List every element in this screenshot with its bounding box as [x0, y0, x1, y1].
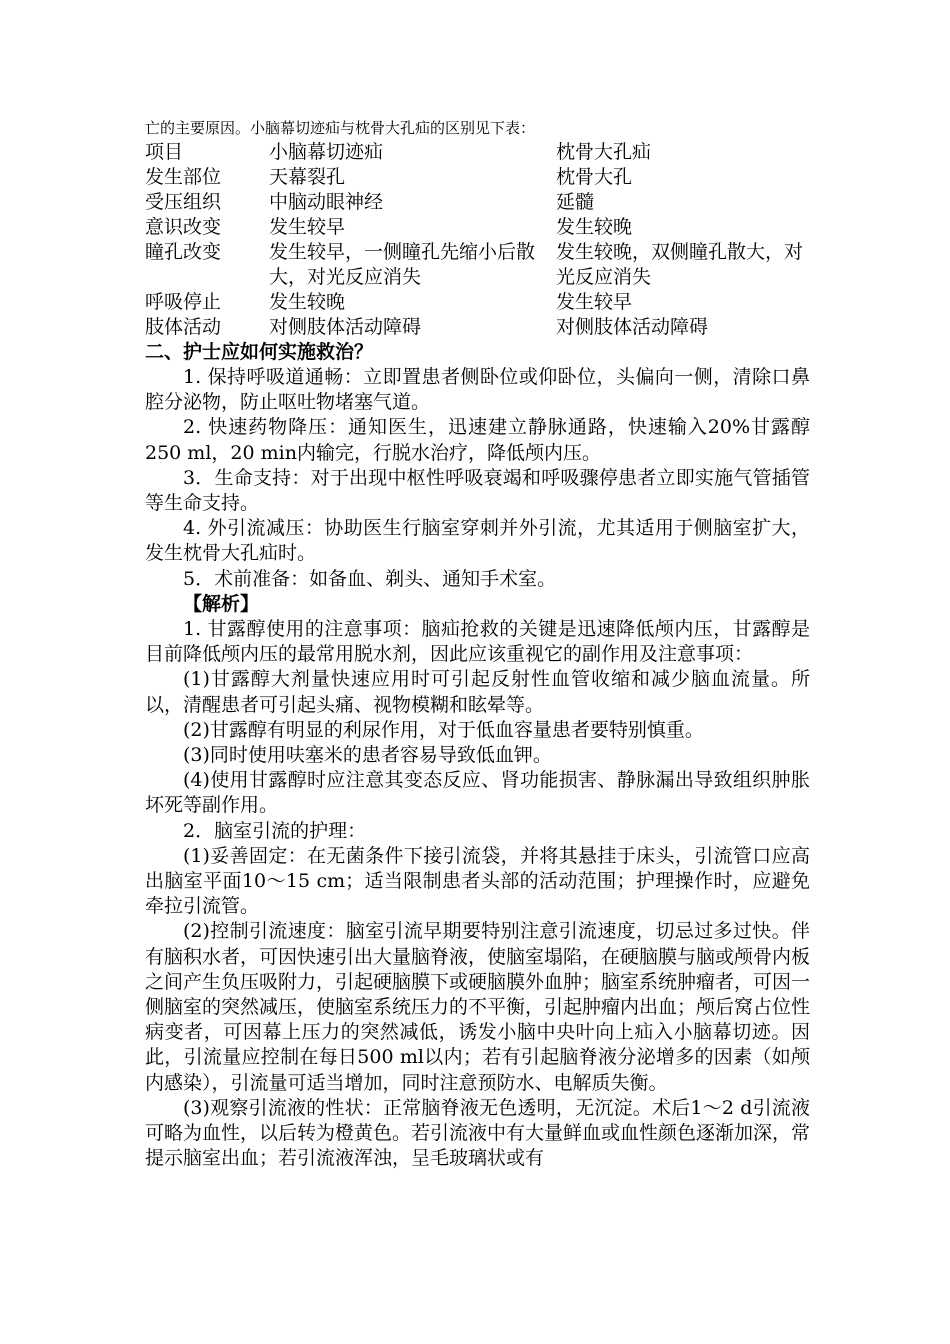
table-cell: 瞳孔改变 — [145, 241, 222, 263]
table-cell: 中脑动眼神经 — [269, 191, 384, 213]
step-paragraph: 5．术前准备：如备血、剃头、通知手术室。 — [183, 567, 557, 590]
step-paragraph: 1. 保持呼吸道通畅：立即置患者侧卧位或仰卧位，头偏向一侧，清除口鼻腔分泌物，防止呕吐物堵塞气道。 — [145, 366, 810, 414]
table-cell: 对侧肢体活动障碍 — [269, 316, 422, 338]
step-paragraph: 2. 快速药物降压：通知医生，迅速建立静脉通路，快速输入20%甘露醇250 ml，20 min内输完，行脱水治疗，降低颅内压。 — [145, 416, 810, 464]
intro-text: 亡的主要原因。小脑幕切迹疝与枕骨大孔疝的区别见下表： — [145, 119, 536, 137]
table-row — [145, 215, 810, 240]
analysis-paragraph: (3)同时使用呋塞米的患者容易导致低血钾。 — [183, 744, 552, 767]
table-cell: 项目 — [145, 141, 184, 163]
document-page — [145, 118, 810, 1172]
table-cell: 发生较晚 — [556, 216, 633, 238]
table-cell: 发生较晚，双侧瞳孔散大，对光反应消失 — [556, 241, 804, 288]
table-cell: 枕骨大孔 — [556, 166, 633, 188]
section-title: 二、护士应如何实施救治？ — [145, 341, 374, 363]
analysis-paragraph: (2)控制引流速度：脑室引流早期要特别注意引流速度，切忌过多过快。伴有脑积水者，可因快速引出大量脑脊液，使脑室塌陷，在硬脑膜与脑或颅骨内板之间产生负压吸附力，引起硬脑膜下或硬脑膜外血肿；脑室系统肿瘤者，可因一侧脑室的突然减压，使脑室系统压力的不平衡，引起肿瘤内出血；颅后窝占位性病变者，可因幕上压力的突然减低，诱发小脑中央叶向上疝入小脑幕切迹。因此，引流量应控制在每日500 ml以内；若有引起脑脊液分泌增多的因素（如颅内感染），引流量可适当增加，同时注意预防水、电解质失衡。 — [145, 920, 811, 1094]
steps-list — [145, 365, 810, 592]
table-cell: 延髓 — [556, 191, 595, 213]
comparison-table — [145, 140, 810, 340]
table-cell: 受压组织 — [145, 191, 222, 213]
table-row — [145, 240, 810, 290]
table-cell: 对侧肢体活动障碍 — [556, 316, 709, 338]
table-cell: 发生较晚 — [269, 291, 346, 313]
analysis-paragraph: 2．脑室引流的护理： — [183, 819, 367, 842]
analysis-paragraph: (2)甘露醇有明显的利尿作用，对于低血容量患者要特别慎重。 — [183, 718, 704, 741]
step-paragraph: 3．生命支持：对于出现中枢性呼吸衰竭和呼吸骤停患者立即实施气管插管等生命支持。 — [145, 466, 810, 515]
table-cell: 呼吸停止 — [145, 291, 222, 313]
table-cell: 发生较早 — [556, 291, 633, 313]
table-cell: 发生部位 — [145, 166, 222, 188]
table-cell: 枕骨大孔疝 — [556, 141, 652, 163]
table-cell: 天幕裂孔 — [269, 166, 346, 188]
table-cell: 发生较早，一侧瞳孔先缩小后散大，对光反应消失 — [269, 241, 536, 288]
analysis-paragraph: (4)使用甘露醇时应注意其变态反应、肾功能损害、静脉漏出导致组织肿胀坏死等副作用。 — [145, 769, 810, 817]
table-row — [145, 315, 810, 340]
step-paragraph: 4. 外引流减压：协助医生行脑室穿刺并外引流，尤其适用于侧脑室扩大，发生枕骨大孔疝时。 — [145, 517, 810, 565]
analysis-list — [145, 617, 810, 1171]
table-cell: 小脑幕切迹疝 — [269, 141, 384, 163]
table-row — [145, 290, 810, 315]
analysis-paragraph: 1. 甘露醇使用的注意事项：脑疝抢救的关键是迅速降低颅内压，甘露醇是目前降低颅内压的最常用脱水剂，因此应该重视它的副作用及注意事项： — [145, 618, 810, 666]
analysis-paragraph: (1)甘露醇大剂量快速应用时可引起反射性血管收缩和减少脑血流量。所以，清醒患者可引起头痛、视物模糊和眩晕等。 — [145, 668, 810, 716]
table-cell: 肢体活动 — [145, 316, 222, 338]
table-cell: 发生较早 — [269, 216, 346, 238]
table-row — [145, 190, 810, 215]
analysis-title: 【解析】 — [183, 592, 260, 615]
analysis-paragraph: (3)观察引流液的性状：正常脑脊液无色透明，无沉淀。术后1～2 d引流液可略为血性，以后转为橙黄色。若引流液中有大量鲜血或血性颜色逐渐加深，常提示脑室出血；若引流液浑浊，呈毛玻璃状或有 — [145, 1096, 811, 1170]
table-cell: 意识改变 — [145, 216, 222, 238]
table-row — [145, 140, 810, 165]
table-row — [145, 165, 810, 190]
analysis-paragraph: (1)妥善固定：在无菌条件下接引流袋，并将其悬挂于床头，引流管口应高出脑室平面10～15 cm；适当限制患者头部的活动范围；护理操作时，应避免牵拉引流管。 — [145, 844, 810, 918]
